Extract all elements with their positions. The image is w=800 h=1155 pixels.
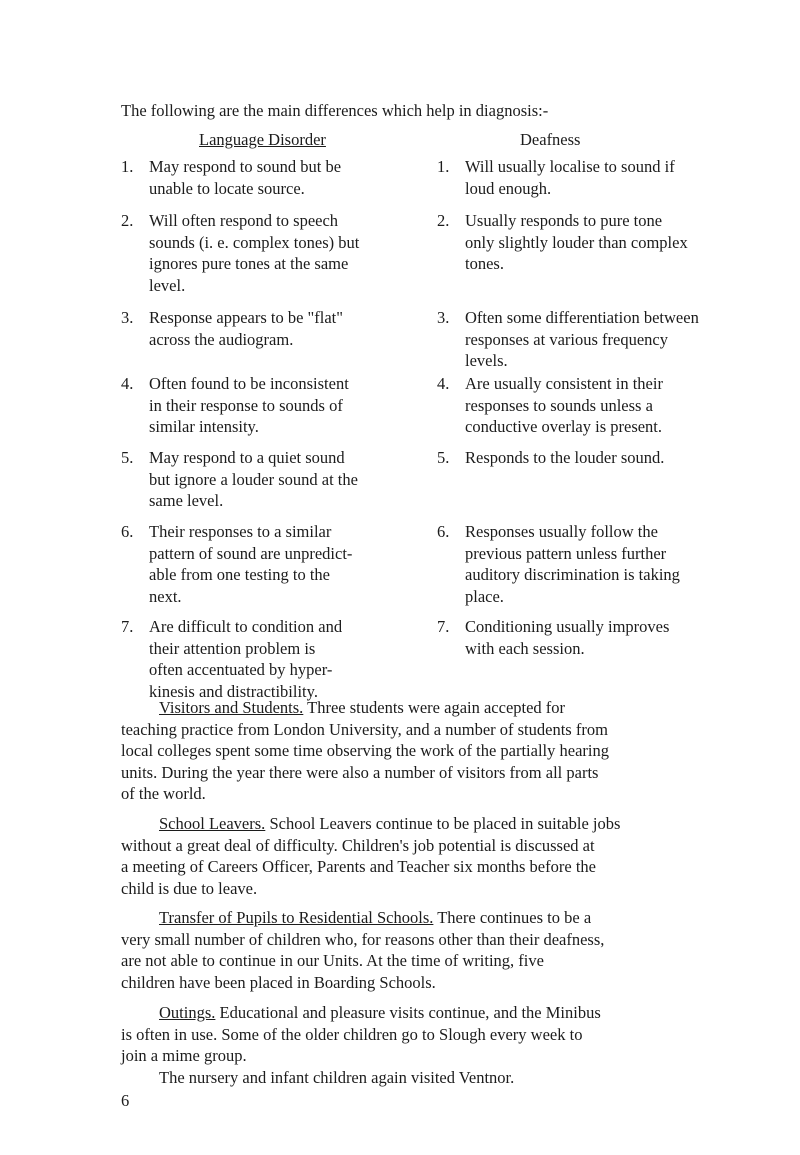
language-disorder-item-4 [121,373,451,438]
item-text: Response appears to be "flat" across the audiogram. [149,308,343,349]
deafness-item-3 [437,307,767,372]
item-number: 6. [437,522,450,541]
deafness-heading: Deafness [520,130,581,149]
language-disorder-item-7 [121,616,451,702]
deafness-item-2 [437,210,767,275]
item-number: 4. [437,374,450,393]
deafness-item-7 [437,616,767,659]
item-text: Responses usually follow the previous pattern unless further auditory discrimination is taking place. [465,522,680,606]
item-number: 5. [121,448,134,467]
school-leavers-section: School Leavers. School Leavers continue to be placed in suitable jobs without a great deal of difficulty. Children's job potential is discussed at a meeting of Careers Officer, Parents and Teacher six months before the child is due to leave. [121,814,621,898]
deafness-item-6 [437,521,767,607]
item-number: 3. [437,308,450,327]
intro-sentence: The following are the main differences which help in diagnosis:- [121,101,549,120]
deafness-item-5 [437,447,767,469]
item-number: 6. [121,522,134,541]
item-text: Responds to the louder sound. [465,448,665,467]
transfer-of-pupils-section: Transfer of Pupils to Residential Schools. There continues to be a very small number of children who, for reasons other than their deafness, are not able to continue in our Units. At the time of writing, five children have been placed in Boarding Schools. [121,908,605,992]
item-text: Often some differentiation between responses at various frequency levels. [465,308,699,370]
section-heading: Visitors and Students. [159,698,304,717]
item-number: 3. [121,308,134,327]
item-number: 2. [437,211,450,230]
deafness-item-4 [437,373,767,438]
item-number: 7. [121,617,134,636]
item-number: 1. [437,157,450,176]
visitors-and-students-section: Visitors and Students. Three students were again accepted for teaching practice from London University, and a number of students from local colleges spent some time observing the work of the partially hearing units. During the year there were also a number of visitors from all parts of the world. [121,698,609,803]
section-heading: Transfer of Pupils to Residential Schools. [159,908,434,927]
page-number: 6 [121,1091,130,1110]
item-number: 1. [121,157,134,176]
language-disorder-heading: Language Disorder [199,130,326,149]
item-text: Will often respond to speech sounds (i. e. complex tones) but ignores pure tones at the same level. [149,211,360,295]
item-text: Are difficult to condition and their attention problem is often accentuated by hyper- kinesis and distractibility. [149,617,343,701]
outings-section: Outings. Educational and pleasure visits continue, and the Minibus is often in use. Some of the older children go to Slough every week to join a mime group. The nursery and infant children again visited Ventnor. [121,1003,601,1087]
language-disorder-item-1 [121,156,451,199]
item-number: 4. [121,374,134,393]
language-disorder-item-2 [121,210,451,296]
item-text: Conditioning usually improves with each session. [465,617,670,658]
deafness-item-1 [437,156,767,199]
section-heading: Outings. [159,1003,216,1022]
item-number: 5. [437,448,450,467]
item-text: May respond to sound but be unable to locate source. [149,157,342,198]
item-text: Are usually consistent in their responses to sounds unless a conductive overlay is present. [465,374,663,436]
item-text: Will usually localise to sound if loud enough. [465,157,675,198]
section-heading: School Leavers. [159,814,266,833]
language-disorder-item-6 [121,521,451,607]
item-text: Their responses to a similar pattern of sound are unpredict- able from one testing to the next. [149,522,353,606]
item-number: 2. [121,211,134,230]
item-text: May respond to a quiet sound but ignore a louder sound at the same level. [149,448,358,510]
item-number: 7. [437,617,450,636]
item-text: Often found to be inconsistent in their response to sounds of similar intensity. [149,374,349,436]
item-text: Usually responds to pure tone only slightly louder than complex tones. [465,211,688,273]
language-disorder-item-3 [121,307,451,350]
language-disorder-item-5 [121,447,451,512]
